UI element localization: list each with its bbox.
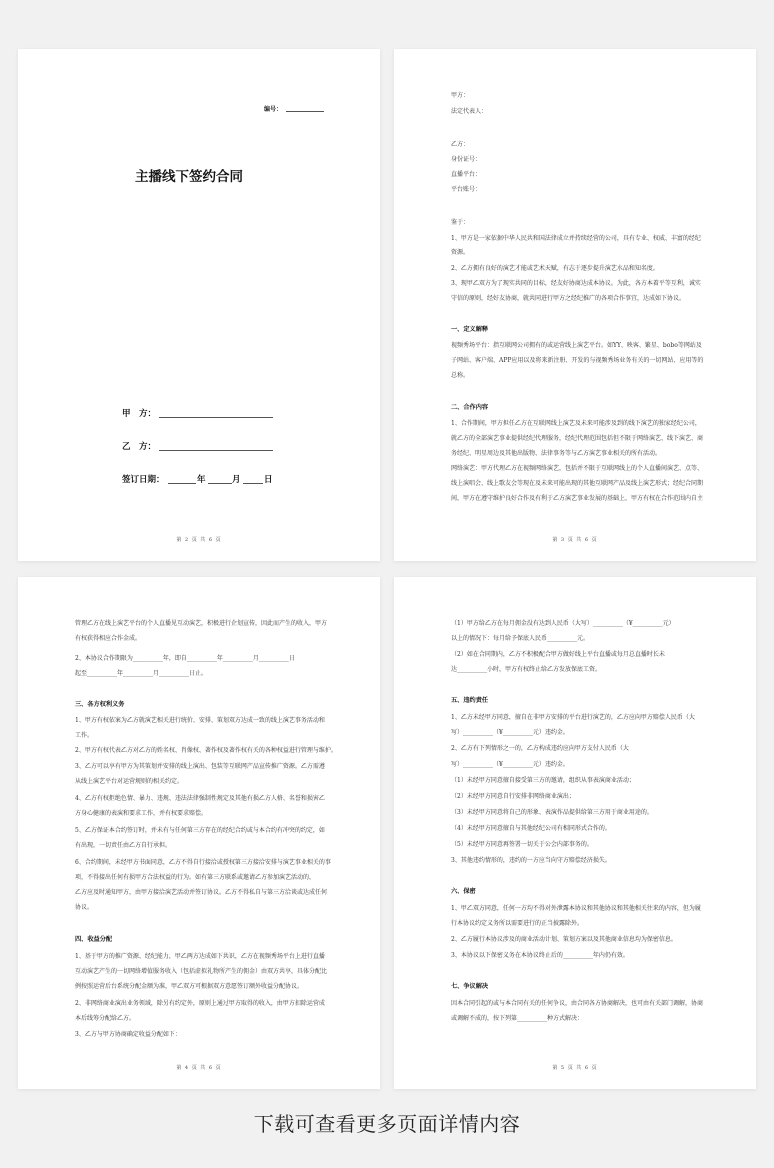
page-number: 第 2 页 共 6 页 xyxy=(176,537,222,543)
text-line: 项，不得接出任何有损甲方合法权益的行为。如有第三方联系或邀请乙方参加演艺活动的， xyxy=(75,874,316,881)
section-heading: 七、争议解决 xyxy=(451,983,489,990)
text-line: 法定代表人： xyxy=(451,108,488,115)
text-line: 起至__________年__________月__________日止。 xyxy=(75,670,208,677)
section-heading: 四、收益分配 xyxy=(75,936,113,943)
text-line: 守信的原则，经好友协商，就共同进行甲方之经纪推广的各项合作事宜，达成如下协议。 xyxy=(451,295,686,302)
text-line: 写）__________（¥__________元）违约金。 xyxy=(451,761,569,768)
text-line: 身份证号： xyxy=(451,156,482,163)
text-line: 网络演艺：甲方代理乙方在视频网络演艺，包括并不限于互联网线上的个人直播间演艺、点等、 xyxy=(451,465,704,472)
text-line: 以上的情况下：每月给予保底人民币__________元。 xyxy=(451,635,590,642)
text-line: 鉴于： xyxy=(451,219,470,226)
page-5 xyxy=(394,577,756,1089)
text-line: 1、基于甲方的推广资源、经纪能力，甲乙两方达成如下共识，乙方在视频秀场平台上进行直播 xyxy=(75,953,325,960)
text-line: 2、乙方履行本协议涉及的商业活动计划、策划方案以及其他商业信息均为保密信息。 xyxy=(451,936,677,943)
page-number: 第 3 页 共 6 页 xyxy=(552,537,598,543)
month-label: 月 xyxy=(232,475,241,485)
text-line: 例按照运营后台系统分配金额为准，甲乙双方可根据双方意愿签订额外收益分配协议。 xyxy=(75,983,304,990)
text-line: （1）甲方给乙方在每月佣金没有达到人民币（大写）__________（¥__________元） xyxy=(451,620,675,627)
text-line: （1）未经甲方同意擅自接受第三方的邀请，组织从事表演商业活动； xyxy=(451,777,635,784)
text-line: 2、乙方拥有良好的演艺才能或艺术天赋，有志于逐步提升演艺水品和知名度。 xyxy=(451,265,659,272)
contract-number-line xyxy=(286,111,324,112)
text-line: 2、乙方有下列情形之一的，乙方构成违约应向甲方支付人民币（大 xyxy=(451,745,629,752)
text-line: 乙方： xyxy=(451,141,470,148)
text-line: 3、现甲乙双方为了现实共同的目标，经友好协商达成本协议。为此，各方本着平等互利，诚实 xyxy=(451,280,701,287)
text-line: 务经纪、明星周边及其他出版物、法律事务等与乙方演艺事业相关的所有活动。 xyxy=(451,450,662,457)
section-heading: 三、各方权利义务 xyxy=(75,701,125,708)
day-line xyxy=(243,483,263,484)
text-line: 管理乙方在线上演艺平台的个人直播见互动演艺，积极进行企划宣传，因此而产生的收入，甲方 xyxy=(75,620,328,627)
text-line: 子网站、客户端、APP应用以及将来新注册、开发的与视频秀场业务有关的一切网站、应用等的 xyxy=(451,357,704,364)
text-line: 2、非网络商业演出业务领域，除另有约定外，原则上通过甲方取得的收入，由甲方扣除运营成 xyxy=(75,1000,325,1007)
text-line: 平台账号： xyxy=(451,186,482,193)
page-number: 第 4 页 共 6 页 xyxy=(176,1065,222,1071)
text-line: 3、其他违约情形的，违约的一方应当向守方赔偿经济损失。 xyxy=(451,857,611,864)
text-line: 视频秀场平台：指互联网公司拥有的或运营线上演艺平台。如YY、映客、繁星、bobo等网站及 xyxy=(451,342,702,349)
party-a-label: 甲 方： xyxy=(122,409,157,419)
text-line: 线上演唱会、线上歌友会等现在及未来可能出现的其他互联网产品及线上演艺形式；经纪合同期 xyxy=(451,480,704,487)
text-line: 互动演艺产生的一切网络增值服务收入（包括虚拟礼物所产生的佣金）由双方共享，具体分配比 xyxy=(75,968,328,975)
page-number: 第 5 页 共 6 页 xyxy=(552,1065,598,1071)
text-line: 达__________小时，甲方有权终止给乙方发放保底工资。 xyxy=(451,666,602,673)
text-line: 1、甲乙双方同意，任何一方均不得对外泄露本协议和其他协议和其他相关往来的内容，但为履 xyxy=(451,905,701,912)
day-label: 日 xyxy=(264,475,273,485)
section-heading: 二、合作内容 xyxy=(451,404,489,411)
section-heading: 五、违约责任 xyxy=(451,697,489,704)
year-label: 年 xyxy=(197,475,206,485)
month-line xyxy=(208,483,232,484)
text-line: 5、乙方保证本合约签订时，并未有与任何第三方存在的经纪合约或与本合约有冲突的约定，如 xyxy=(75,827,325,834)
text-line: 因本合同引起的或与本合同有关的任何争议，由合同各方协商解决，也可由有关部门调解，协商 xyxy=(451,1000,704,1007)
text-line: 或调解不成的，按下列第__________种方式解决： xyxy=(451,1015,584,1022)
text-line: 有出现，一切责任由乙方自行承担。 xyxy=(75,842,172,849)
text-line: 间，甲方在遵守维护良好合作及有利于乙方演艺事业发展的基础上，甲方有权在合作范围内自主 xyxy=(451,495,704,502)
page-title: 主播线下签约合同 xyxy=(135,169,243,185)
text-line: 就乙方的全部演艺事业提供经纪代理服务，经纪代理范围包括但不限于网络演艺、线下演艺、商 xyxy=(451,435,704,442)
text-line: 3、乙方可以享有甲方为其策划并安排的线上演出、包装等互联网产品宣传推广资源。乙方需遵 xyxy=(75,763,325,770)
page-3 xyxy=(394,49,756,561)
page-4 xyxy=(18,577,380,1089)
text-line: 2、本协议合作期限为__________年，即自__________年__________月__________日 xyxy=(75,655,295,662)
section-heading: 六、保密 xyxy=(451,888,476,895)
text-line: 直播平台： xyxy=(451,171,482,178)
text-line: （2）未经甲方同意自行安排非网络商业演出； xyxy=(451,793,575,800)
text-line: 本后线筹分配给乙方。 xyxy=(75,1015,136,1022)
text-line: 工作。 xyxy=(75,732,94,739)
text-line: 1、甲方是一家依据中华人民共和国法律成立并持续经营的公司，具有专业、权威、丰富的经纪 xyxy=(451,235,701,242)
text-line: 行本协议约定义务所以需要进行的正当披露除外。 xyxy=(451,920,584,927)
party-b-label: 乙 方： xyxy=(122,442,157,452)
download-more-text[interactable]: 下载可查看更多页面详情内容 xyxy=(253,1112,521,1136)
year-line xyxy=(168,483,196,484)
text-line: 4、乙方有权拒绝色情、暴力、违规、违法法律强制性规定及其他有损乙方人格、名誉和损害乙 xyxy=(75,795,325,802)
text-line: 6、合约期间，未经甲方书面同意，乙方不得自行接洽或授权第三方接洽安排与演艺事业相关的事 xyxy=(75,859,331,866)
party-b-line xyxy=(159,450,273,451)
text-line: 从线上演艺平台对运营规则的相关约定。 xyxy=(75,778,184,785)
cover-page xyxy=(18,49,380,561)
text-line: 有权获得相应合作金成。 xyxy=(75,635,142,642)
text-line: 总称。 xyxy=(451,372,470,379)
text-line: 协议。 xyxy=(75,904,94,911)
text-line: （3）未经甲方同意将自己的形象、表演作品提供给第三方用于商业用途的。 xyxy=(451,809,653,816)
text-line: （2）如在合同期内，乙方不积极配合甲方做好线上平台直播或每月总直播时长未 xyxy=(451,651,665,658)
text-line: 1、甲方有权依案为乙方就演艺相关进行统价、安排、策划双方达成一致的线上演艺事务活动和 xyxy=(75,717,325,724)
text-line: 甲方： xyxy=(451,92,470,99)
text-line: 写）__________（¥__________元）违约金。 xyxy=(451,729,569,736)
text-line: 1、乙方未经甲方同意，擅自在非甲方安排的平台进行演艺的，乙方应向甲方赔偿人民币（大 xyxy=(451,714,695,721)
section-heading: 一、定义解释 xyxy=(451,326,489,333)
party-a-line xyxy=(159,417,273,418)
text-line: （5）未经甲方同意再签署一切关于公会内部事务的。 xyxy=(451,841,593,848)
text-line: 3、乙方与甲方协商确定收益分配如下： xyxy=(75,1031,181,1038)
text-line: 资源。 xyxy=(451,249,470,256)
contract-number-label: 编号： xyxy=(264,106,283,113)
text-line: 方身心健康的表演和要求工作，并有权要求赔偿。 xyxy=(75,810,208,817)
text-line: 乙方应及时通知甲方，由甲方接洽演艺活动并签订协议。乙方不得私自与第三方洽谈或达成任何 xyxy=(75,889,328,896)
text-line: （4）未经甲方同意擅自与其他经纪公司有相同形式合作的。 xyxy=(451,825,611,832)
text-line: 1、合作期间，甲方担任乙方在互联网线上演艺及未来可能涉及到的线下演艺的独家经纪公司， xyxy=(451,420,701,427)
text-line: 2、甲方有权代表乙方对乙方的姓名权、肖像权、著作权及著作权有关的各种权益进行管理与维护。 xyxy=(75,747,337,754)
text-line: 3、本协议以下保密义务在本协议终止后的__________年内仍有效。 xyxy=(451,952,629,959)
sign-date-label: 签订日期： xyxy=(122,475,165,485)
